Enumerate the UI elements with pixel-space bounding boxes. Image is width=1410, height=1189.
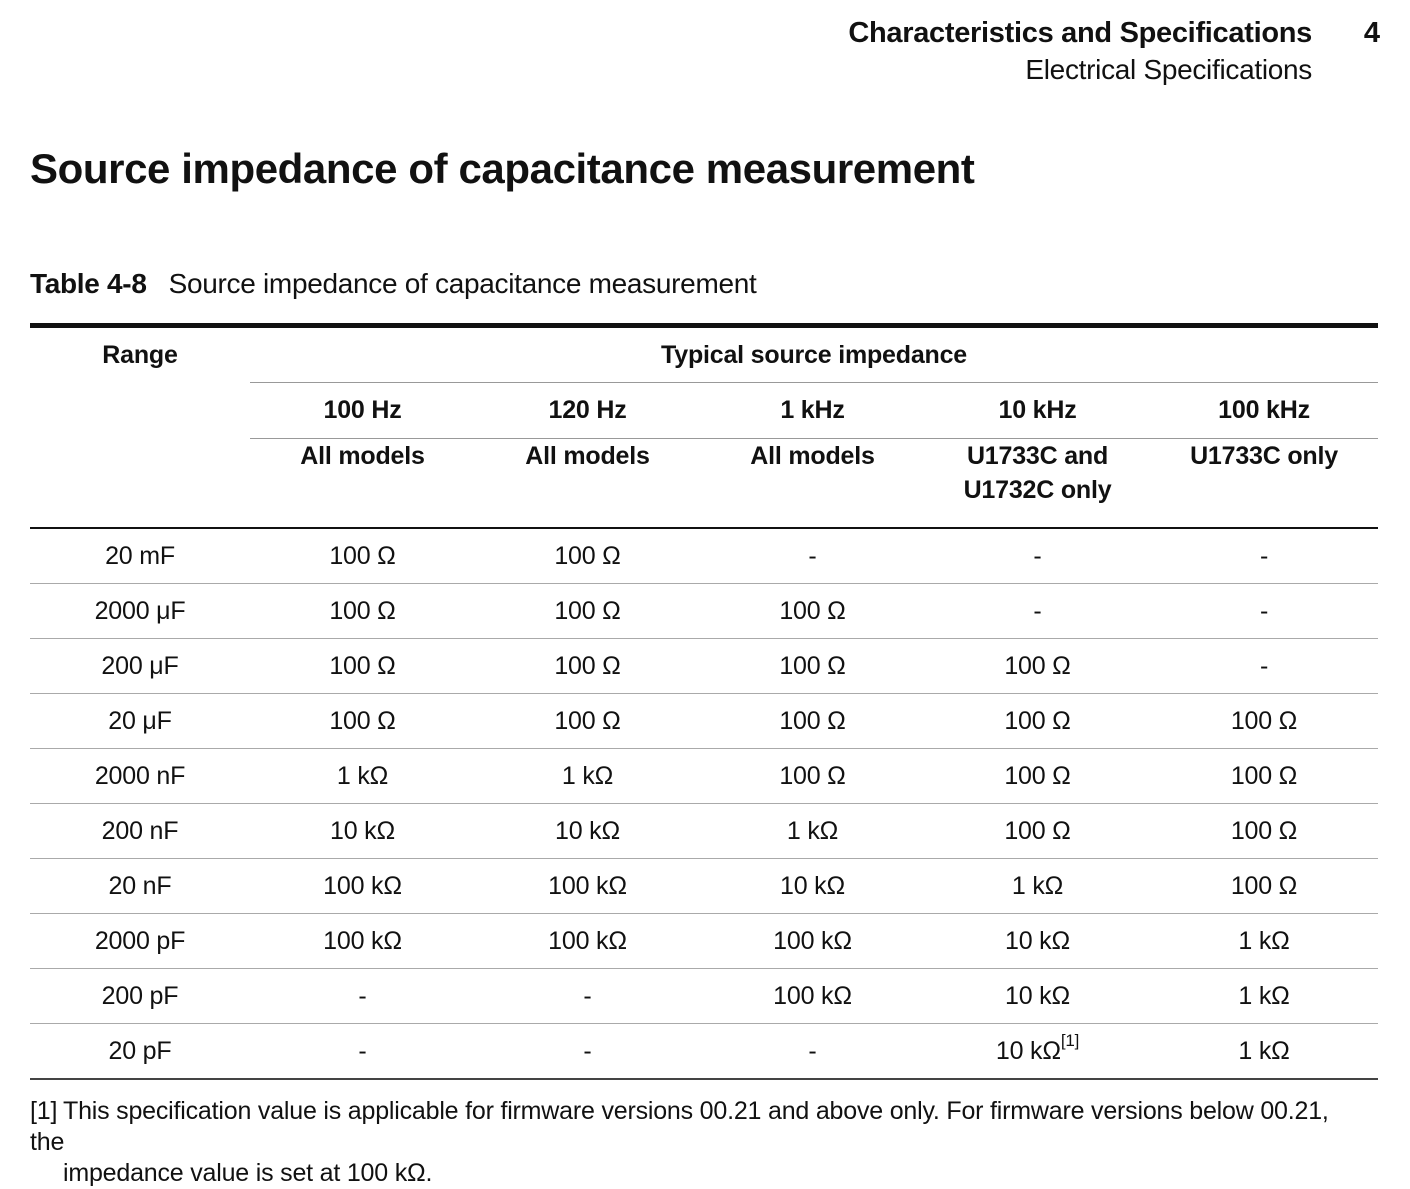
impedance-value: 100 Ω <box>1004 651 1071 680</box>
impedance-cell <box>925 804 1150 859</box>
impedance-cell <box>250 1024 475 1080</box>
table-row <box>30 969 1378 1024</box>
impedance-cell <box>250 969 475 1024</box>
frequency-header: 10 kHz <box>925 383 1150 439</box>
impedance-cell <box>1150 859 1378 914</box>
impedance-cell <box>250 528 475 584</box>
impedance-cell <box>1150 528 1378 584</box>
impedance-value: - <box>808 541 817 570</box>
group-header: Typical source impedance <box>661 340 967 369</box>
impedance-cell <box>1150 1024 1378 1080</box>
impedance-cell <box>1150 749 1378 804</box>
impedance-value: 10 kΩ <box>1005 981 1070 1010</box>
impedance-cell <box>1150 969 1378 1024</box>
impedance-value: - <box>1259 541 1269 570</box>
impedance-cell <box>925 914 1150 969</box>
impedance-value: 10 kΩ <box>1005 926 1070 955</box>
impedance-cell <box>250 584 475 639</box>
impedance-cell <box>475 639 700 694</box>
impedance-value: 100 Ω <box>1230 871 1298 900</box>
frequency-header: 1 kHz <box>700 383 925 439</box>
impedance-value: 100 Ω <box>329 651 396 680</box>
impedance-cell <box>925 749 1150 804</box>
footnote-mark: [1] <box>30 1097 58 1125</box>
table-caption-text: Source impedance of capacitance measurement <box>168 268 757 299</box>
range-cell: 2000 nF <box>30 749 250 804</box>
impedance-table <box>30 328 1378 1080</box>
table-row <box>30 859 1378 914</box>
table-row <box>30 804 1378 859</box>
range-header: Range <box>102 341 178 369</box>
impedance-cell <box>250 914 475 969</box>
impedance-cell <box>475 969 700 1024</box>
running-head <box>848 14 1312 88</box>
impedance-value: 100 Ω <box>1004 706 1071 735</box>
impedance-value: 100 Ω <box>779 761 846 790</box>
impedance-cell <box>475 694 700 749</box>
impedance-cell <box>925 584 1150 639</box>
impedance-value: - <box>358 981 367 1010</box>
impedance-cell <box>250 639 475 694</box>
impedance-value: - <box>1259 651 1269 680</box>
page-number: 4 <box>1363 17 1380 49</box>
range-cell: 20 nF <box>30 859 250 914</box>
impedance-cell <box>1150 639 1378 694</box>
impedance-value: 1 kΩ <box>1238 981 1290 1010</box>
impedance-value: 100 kΩ <box>323 871 402 900</box>
impedance-cell <box>925 859 1150 914</box>
impedance-value: 100 kΩ <box>323 926 402 955</box>
impedance-cell <box>475 749 700 804</box>
model-header-line: U1733C and <box>966 442 1109 470</box>
impedance-cell <box>475 804 700 859</box>
impedance-cell <box>925 528 1150 584</box>
footnote <box>30 1096 1360 1189</box>
impedance-value: - <box>1259 596 1269 625</box>
impedance-value: 1 kΩ <box>561 761 614 790</box>
impedance-value: 100 Ω <box>779 596 846 625</box>
impedance-cell <box>475 1024 700 1080</box>
impedance-value: - <box>1033 541 1042 570</box>
impedance-cell <box>925 694 1150 749</box>
impedance-cell <box>250 694 475 749</box>
impedance-value: 10 kΩ <box>995 1036 1061 1065</box>
impedance-value: 10 kΩ <box>330 816 395 845</box>
range-cell: 2000 μF <box>30 584 250 639</box>
impedance-value: 1 kΩ <box>1011 871 1064 900</box>
impedance-value: 100 Ω <box>554 541 621 570</box>
impedance-value: 100 Ω <box>554 596 621 625</box>
impedance-cell <box>700 694 925 749</box>
impedance-cell <box>700 804 925 859</box>
table-row <box>30 639 1378 694</box>
impedance-value: - <box>583 981 592 1010</box>
impedance-cell <box>700 749 925 804</box>
model-header <box>1150 439 1378 529</box>
impedance-cell <box>1150 584 1378 639</box>
impedance-value: 1 kΩ <box>336 761 389 790</box>
range-cell: 2000 pF <box>30 914 250 969</box>
table-header <box>30 328 1378 528</box>
range-cell: 20 μF <box>30 694 250 749</box>
impedance-cell <box>700 859 925 914</box>
impedance-value: - <box>808 1036 817 1065</box>
range-cell: 20 pF <box>30 1024 250 1080</box>
impedance-value: 100 Ω <box>1230 706 1298 735</box>
impedance-value: 1 kΩ <box>786 816 839 845</box>
range-cell: 200 pF <box>30 969 250 1024</box>
frequency-header: 120 Hz <box>475 383 700 439</box>
running-head-section: Electrical Specifications <box>1025 54 1312 85</box>
footnote-line-2: impedance value is set at 100 kΩ. <box>63 1159 433 1187</box>
impedance-cell <box>250 804 475 859</box>
table-row <box>30 749 1378 804</box>
model-header <box>475 439 700 529</box>
table-body <box>30 528 1378 1079</box>
impedance-value: 100 kΩ <box>773 926 852 955</box>
range-cell: 200 nF <box>30 804 250 859</box>
impedance-cell <box>700 639 925 694</box>
page-title: Source impedance of capacitance measurement <box>30 145 975 192</box>
impedance-value: 100 Ω <box>329 596 396 625</box>
impedance-cell <box>700 1024 925 1080</box>
footnote-line-1: This specification value is applicable for firmware versions 00.21 and above only. For firmware versions below 00.21, the <box>30 1097 1329 1156</box>
impedance-value: 100 kΩ <box>548 871 627 900</box>
table-row <box>30 528 1378 584</box>
table-caption <box>30 268 757 300</box>
impedance-value: 10 kΩ <box>555 816 620 845</box>
impedance-cell <box>925 969 1150 1024</box>
impedance-cell <box>475 914 700 969</box>
table-row <box>30 1024 1378 1080</box>
impedance-cell <box>1150 694 1378 749</box>
model-header-line: All models <box>300 442 425 470</box>
impedance-cell <box>250 749 475 804</box>
impedance-value: 100 Ω <box>329 706 396 735</box>
range-cell: 20 mF <box>30 528 250 584</box>
impedance-value: 100 Ω <box>779 651 846 680</box>
impedance-cell <box>475 859 700 914</box>
impedance-value: 100 Ω <box>779 706 846 735</box>
model-header-line: All models <box>525 442 650 470</box>
impedance-value: 1 kΩ <box>1238 926 1290 955</box>
impedance-cell <box>250 859 475 914</box>
impedance-value: - <box>358 1036 367 1065</box>
frequency-header: 100 Hz <box>250 383 475 439</box>
model-header <box>925 439 1150 529</box>
model-header <box>700 439 925 529</box>
impedance-cell <box>700 914 925 969</box>
impedance-value: 100 Ω <box>329 541 396 570</box>
impedance-cell <box>925 639 1150 694</box>
impedance-cell <box>1150 804 1378 859</box>
impedance-value: 100 Ω <box>1230 761 1298 790</box>
table-caption-label: Table 4-8 <box>30 268 147 299</box>
impedance-value: 100 Ω <box>1004 761 1071 790</box>
impedance-value: 10 kΩ <box>780 871 845 900</box>
model-header-line: U1732C only <box>963 476 1112 504</box>
impedance-cell <box>1150 914 1378 969</box>
model-header <box>250 439 475 529</box>
impedance-value: 100 kΩ <box>548 926 627 955</box>
impedance-cell <box>475 528 700 584</box>
running-head-chapter: Characteristics and Specifications <box>848 17 1312 49</box>
impedance-cell <box>475 584 700 639</box>
footnote-reference: [1] <box>1060 1030 1080 1050</box>
impedance-cell <box>700 584 925 639</box>
impedance-value: - <box>1033 596 1042 625</box>
impedance-value: 100 kΩ <box>773 981 852 1010</box>
impedance-value: 100 Ω <box>554 651 621 680</box>
impedance-cell <box>700 969 925 1024</box>
range-cell: 200 μF <box>30 639 250 694</box>
table-row <box>30 914 1378 969</box>
impedance-value: 100 Ω <box>1230 816 1298 845</box>
impedance-value: - <box>583 1036 592 1065</box>
frequency-header: 100 kHz <box>1150 383 1378 439</box>
table-row <box>30 694 1378 749</box>
model-header-line: U1733C only <box>1190 442 1338 470</box>
impedance-value: 100 Ω <box>554 706 621 735</box>
impedance-cell <box>700 528 925 584</box>
model-header-line: All models <box>750 442 875 470</box>
impedance-value: 1 kΩ <box>1238 1036 1290 1065</box>
impedance-value: 100 Ω <box>1004 816 1071 845</box>
table-row <box>30 584 1378 639</box>
impedance-cell <box>925 1024 1150 1080</box>
